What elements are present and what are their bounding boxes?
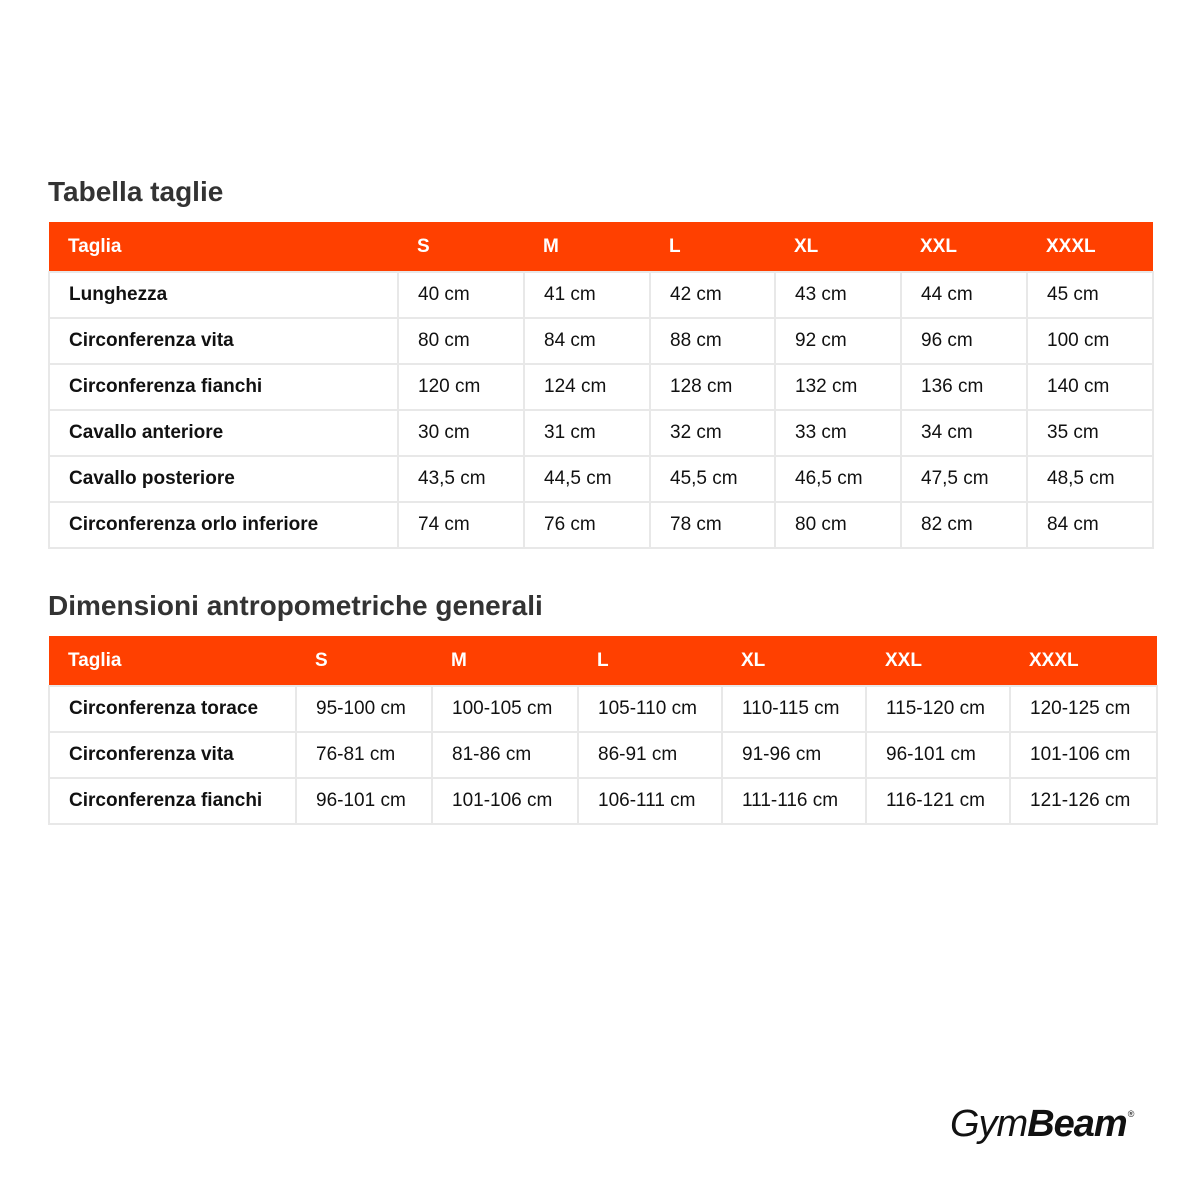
table-cell: 74 cm [398,502,524,548]
table-cell: 76 cm [524,502,650,548]
anthropometric-table-header-row [49,636,1157,686]
table-cell: 96-101 cm [296,778,432,824]
table-cell: 92 cm [775,318,901,364]
table-cell: 121-126 cm [1010,778,1157,824]
table-cell: 106-111 cm [578,778,722,824]
table-row [49,502,1153,548]
row-label: Cavallo posteriore [49,456,398,502]
table-row [49,732,1157,778]
table-cell: 45 cm [1027,272,1153,318]
registered-mark: ® [1127,1109,1134,1119]
table-cell: 44 cm [901,272,1027,318]
table-row [49,364,1153,410]
table-cell: 84 cm [524,318,650,364]
table-cell: 43,5 cm [398,456,524,502]
table-cell: 132 cm [775,364,901,410]
table-cell: 82 cm [901,502,1027,548]
table-cell: 115-120 cm [866,686,1010,732]
anthropometric-table [48,636,1158,825]
table-cell: 120 cm [398,364,524,410]
table-cell: 100 cm [1027,318,1153,364]
table-cell: 91-96 cm [722,732,866,778]
size-table-header-row [49,222,1153,272]
table-cell: 101-106 cm [432,778,578,824]
table-row [49,410,1153,456]
table-cell: 120-125 cm [1010,686,1157,732]
table-cell: 43 cm [775,272,901,318]
table-cell: 116-121 cm [866,778,1010,824]
table-cell: 81-86 cm [432,732,578,778]
table-cell: 101-106 cm [1010,732,1157,778]
table-cell: 30 cm [398,410,524,456]
table-row [49,272,1153,318]
header-cell-size-xl: XL [775,222,901,272]
table-row [49,456,1153,502]
table-cell: 76-81 cm [296,732,432,778]
header-cell-size-xxxl: XXXL [1010,636,1157,686]
table-cell: 128 cm [650,364,775,410]
table-cell: 47,5 cm [901,456,1027,502]
table-cell: 40 cm [398,272,524,318]
row-label: Lunghezza [49,272,398,318]
table-cell: 80 cm [398,318,524,364]
logo-text-gym: Gym [950,1103,1028,1145]
table-cell: 100-105 cm [432,686,578,732]
table-cell: 34 cm [901,410,1027,456]
header-cell-size-m: M [432,636,578,686]
gymbeam-logo [950,1103,1133,1146]
row-label: Circonferenza orlo inferiore [49,502,398,548]
header-cell-size-l: L [578,636,722,686]
table-cell: 110-115 cm [722,686,866,732]
header-cell-size-s: S [296,636,432,686]
table-cell: 35 cm [1027,410,1153,456]
size-table-title: Tabella taglie [48,176,224,207]
table-row [49,778,1157,824]
table-cell: 95-100 cm [296,686,432,732]
header-cell-size-xxl: XXL [866,636,1010,686]
table-cell: 78 cm [650,502,775,548]
table-cell: 111-116 cm [722,778,866,824]
logo-text-beam: Beam [1027,1103,1127,1145]
table-cell: 88 cm [650,318,775,364]
table-cell: 31 cm [524,410,650,456]
header-cell-size-xl: XL [722,636,866,686]
row-label: Circonferenza vita [49,732,296,778]
anthropometric-table-title: Dimensioni antropometriche generali [48,590,543,621]
table-cell: 45,5 cm [650,456,775,502]
header-cell-size-label: Taglia [49,636,296,686]
table-cell: 42 cm [650,272,775,318]
table-cell: 86-91 cm [578,732,722,778]
header-cell-size-l: L [650,222,775,272]
table-cell: 84 cm [1027,502,1153,548]
table-cell: 32 cm [650,410,775,456]
header-cell-size-label: Taglia [49,222,398,272]
row-label: Circonferenza vita [49,318,398,364]
table-cell: 96-101 cm [866,732,1010,778]
table-cell: 33 cm [775,410,901,456]
table-cell: 105-110 cm [578,686,722,732]
row-label: Cavallo anteriore [49,410,398,456]
header-cell-size-xxxl: XXXL [1027,222,1153,272]
table-cell: 124 cm [524,364,650,410]
table-cell: 136 cm [901,364,1027,410]
row-label: Circonferenza fianchi [49,364,398,410]
header-cell-size-s: S [398,222,524,272]
table-row [49,318,1153,364]
table-cell: 41 cm [524,272,650,318]
table-cell: 48,5 cm [1027,456,1153,502]
table-row [49,686,1157,732]
table-cell: 140 cm [1027,364,1153,410]
header-cell-size-xxl: XXL [901,222,1027,272]
table-cell: 96 cm [901,318,1027,364]
table-cell: 46,5 cm [775,456,901,502]
table-cell: 44,5 cm [524,456,650,502]
table-cell: 80 cm [775,502,901,548]
header-cell-size-m: M [524,222,650,272]
row-label: Circonferenza torace [49,686,296,732]
row-label: Circonferenza fianchi [49,778,296,824]
size-table [48,222,1154,549]
